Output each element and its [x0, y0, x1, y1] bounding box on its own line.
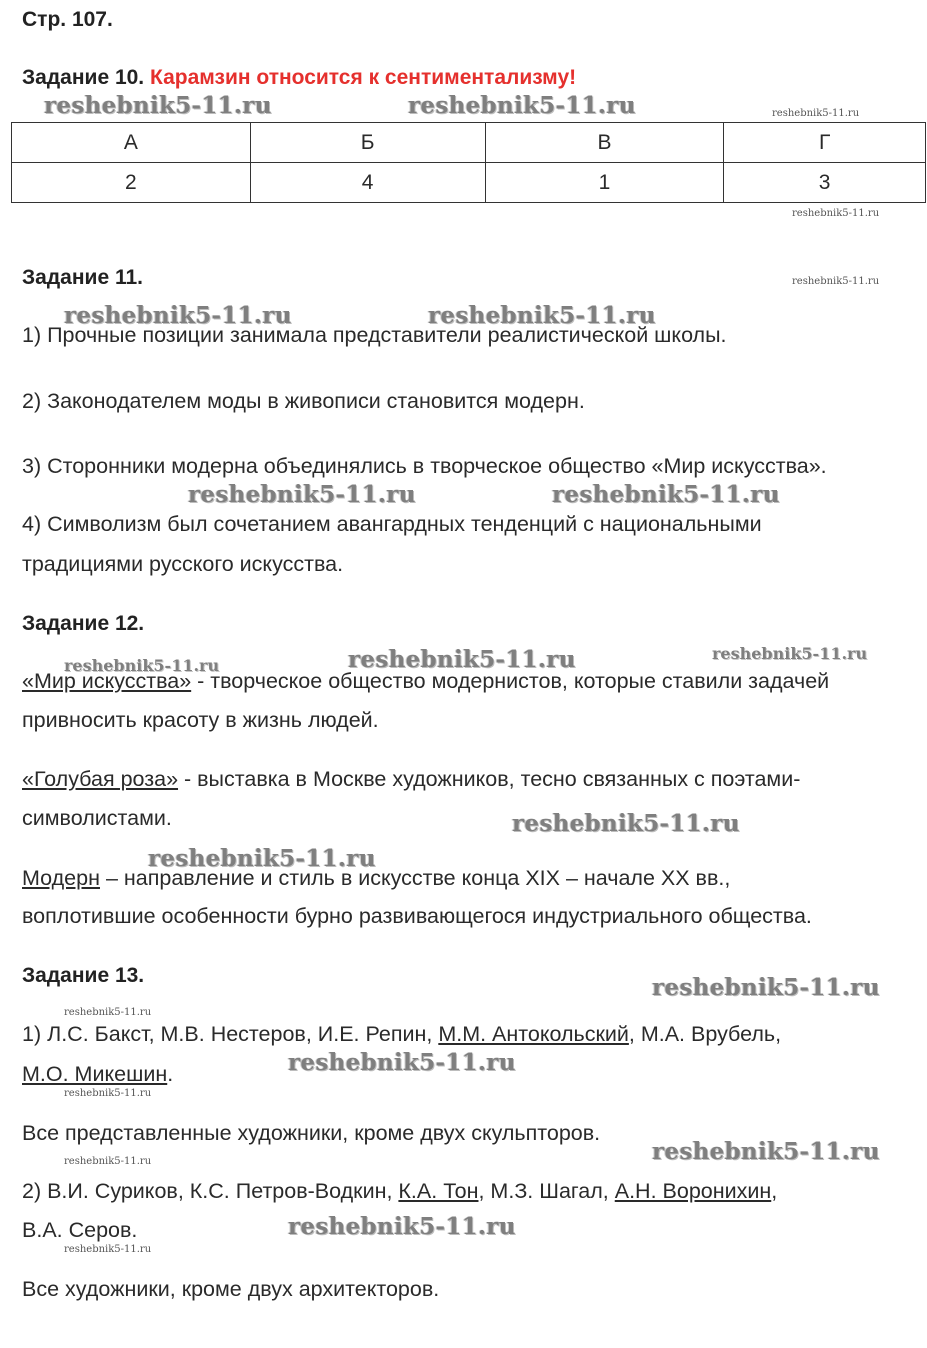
task12-def2-line2: символистами. [22, 806, 172, 830]
table-header-cell: А [12, 123, 251, 163]
q1-mid: , М.А. Врубель, [628, 1022, 782, 1046]
q1-prefix: 1) Л.С. Бакст, М.В. Нестеров, И.Е. Репин, [22, 1022, 439, 1046]
table-cell: 3 [724, 163, 926, 203]
watermark: reshebnik5-11.ru [44, 92, 272, 119]
table-row [12, 163, 926, 203]
watermark: reshebnik5-11.ru [652, 1138, 880, 1165]
watermark: reshebnik5-11.ru [288, 1213, 516, 1240]
task13-q1-line2 [22, 1062, 173, 1087]
def3-text: – направление и стиль в искусстве конца XIX – начале XX вв., [99, 866, 731, 890]
def2-text: - выставка в Москве художников, тесно связанных с поэтами- [178, 767, 801, 791]
task10-answer-table [11, 122, 926, 203]
watermark: reshebnik5-11.ru [792, 276, 880, 287]
watermark: reshebnik5-11.ru [772, 108, 860, 119]
task10-label: Задание 10. [22, 66, 145, 89]
table-header-cell: Г [724, 123, 926, 163]
task11-line-5: традициями русского искусства. [22, 552, 344, 576]
term-golubaya-roza: «Голубая роза» [22, 767, 179, 791]
task11-line-1: 1) Прочные позиции занимала представители реалистической школы. [22, 323, 727, 347]
task11-line-3: 3) Сторонники модерна объединялись в творческое общество «Мир искусства». [22, 454, 827, 478]
architect-ton: К.А. Тон [398, 1179, 479, 1203]
q1-end: . [167, 1062, 174, 1086]
task13-label: Задание 13. [22, 964, 145, 987]
def1-text: - творческое общество модернистов, которые ставили задачей [191, 669, 830, 693]
sculptor-antokolsky: М.М. Антокольский [438, 1022, 629, 1046]
task11-line-4: 4) Символизм был сочетанием авангардных тенденций с национальными [22, 512, 762, 536]
watermark: reshebnik5-11.ru [64, 1088, 152, 1099]
watermark: reshebnik5-11.ru [148, 845, 376, 872]
table-cell: 2 [12, 163, 251, 203]
q2-end: , [771, 1179, 778, 1203]
task12-def3-line2: воплотившие особенности бурно развивающегося индустриального общества. [22, 904, 812, 928]
task12-def2-line1 [22, 767, 800, 792]
watermark: reshebnik5-11.ru [408, 92, 636, 119]
watermark: reshebnik5-11.ru [712, 644, 868, 663]
table-header-row [12, 123, 926, 163]
watermark: reshebnik5-11.ru [428, 302, 656, 329]
watermark: reshebnik5-11.ru [652, 974, 880, 1001]
q2-mid: , М.З. Шагал, [478, 1179, 615, 1203]
task10-statement: Карамзин относится к сентиментализму! [150, 66, 577, 89]
table-header-cell: Б [250, 123, 485, 163]
task12-label: Задание 12. [22, 612, 145, 635]
watermark: reshebnik5-11.ru [64, 302, 292, 329]
table-header-cell: В [485, 123, 724, 163]
task13-q2-line2: В.А. Серов. [22, 1218, 138, 1242]
watermark: reshebnik5-11.ru [348, 646, 576, 673]
term-mir-iskusstva: «Мир искусства» [22, 669, 192, 693]
page-header: Стр. 107. [22, 8, 113, 31]
watermark: reshebnik5-11.ru [512, 810, 740, 837]
table-cell: 4 [250, 163, 485, 203]
watermark: reshebnik5-11.ru [64, 656, 220, 675]
task13-q2-answer: Все художники, кроме двух архитекторов. [22, 1277, 440, 1301]
task10-heading [22, 66, 576, 90]
task13-q1-line1 [22, 1022, 781, 1047]
watermark: reshebnik5-11.ru [64, 1156, 152, 1167]
sculptor-mikeshin: М.О. Микешин [22, 1062, 168, 1086]
watermark: reshebnik5-11.ru [64, 1007, 152, 1018]
table-cell: 1 [485, 163, 724, 203]
watermark: reshebnik5-11.ru [792, 208, 880, 219]
term-modern: Модерн [22, 866, 100, 890]
watermark: reshebnik5-11.ru [188, 481, 416, 508]
task11-line-2: 2) Законодателем моды в живописи становится модерн. [22, 389, 585, 413]
watermark: reshebnik5-11.ru [64, 1244, 152, 1255]
watermark: reshebnik5-11.ru [288, 1049, 516, 1076]
q2-prefix: 2) В.И. Суриков, К.С. Петров-Водкин, [22, 1179, 399, 1203]
task13-q2-line1 [22, 1179, 777, 1204]
task13-q1-answer: Все представленные художники, кроме двух скульпторов. [22, 1121, 601, 1145]
watermark: reshebnik5-11.ru [552, 481, 780, 508]
architect-voronikhin: А.Н. Воронихин [614, 1179, 772, 1203]
task12-def1-line2: привносить красоту в жизнь людей. [22, 708, 379, 732]
task12-def3-line1 [22, 866, 730, 891]
task11-label: Задание 11. [22, 266, 143, 289]
